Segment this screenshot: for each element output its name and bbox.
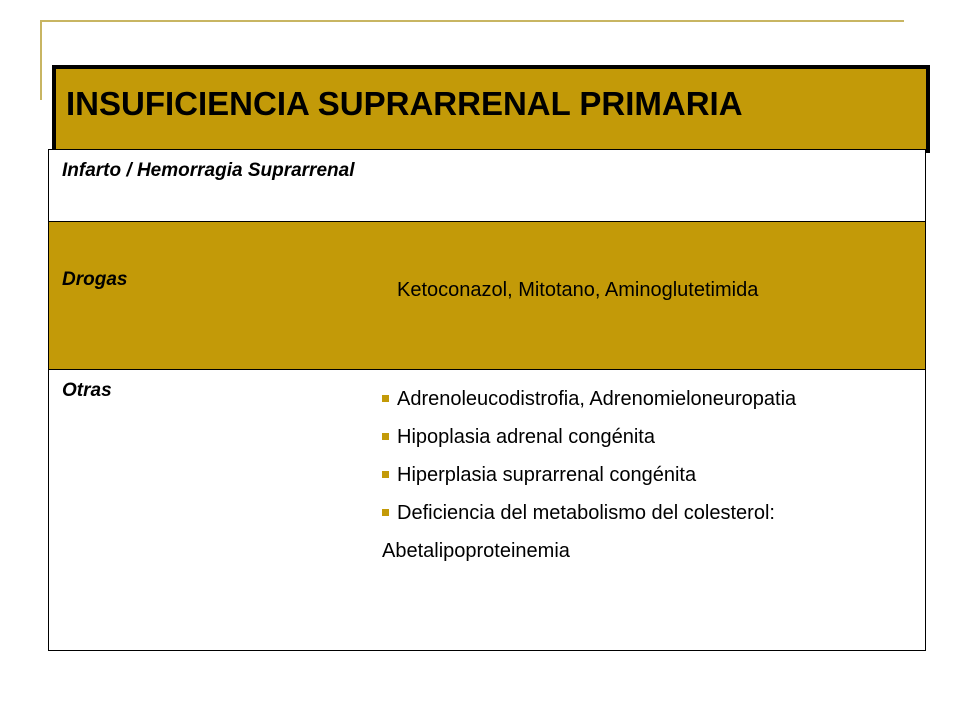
- decorative-top-line: [40, 20, 904, 22]
- square-bullet-icon: [382, 509, 389, 516]
- causes-table: [48, 149, 926, 651]
- table-row-otras: [49, 370, 925, 650]
- row-label-infarto: Infarto / Hemorragia Suprarrenal: [62, 160, 355, 181]
- page-title: INSUFICIENCIA SUPRARRENAL PRIMARIA: [66, 85, 743, 122]
- list-item: Adrenoleucodistrofia, Adrenomieloneuropatia: [382, 380, 917, 418]
- list-item: Hiperplasia suprarrenal congénita: [382, 456, 917, 494]
- title-banner: [52, 65, 930, 153]
- table-row-drogas: [49, 222, 925, 370]
- decorative-left-line: [40, 20, 42, 100]
- list-item: Deficiencia del metabolismo del colesterol: Abetalipoproteinemia: [382, 502, 775, 562]
- square-bullet-icon: [382, 433, 389, 440]
- row-label-drogas: Drogas: [62, 269, 128, 290]
- square-bullet-icon: [382, 471, 389, 478]
- drug-list: Ketoconazol, Mitotano, Aminoglutetimida: [397, 279, 759, 301]
- list-item: Hipoplasia adrenal congénita: [382, 418, 917, 456]
- table-row-infarto: [49, 150, 925, 222]
- row-label-otras: Otras: [62, 380, 112, 401]
- other-causes-list: [382, 380, 917, 570]
- square-bullet-icon: [382, 395, 389, 402]
